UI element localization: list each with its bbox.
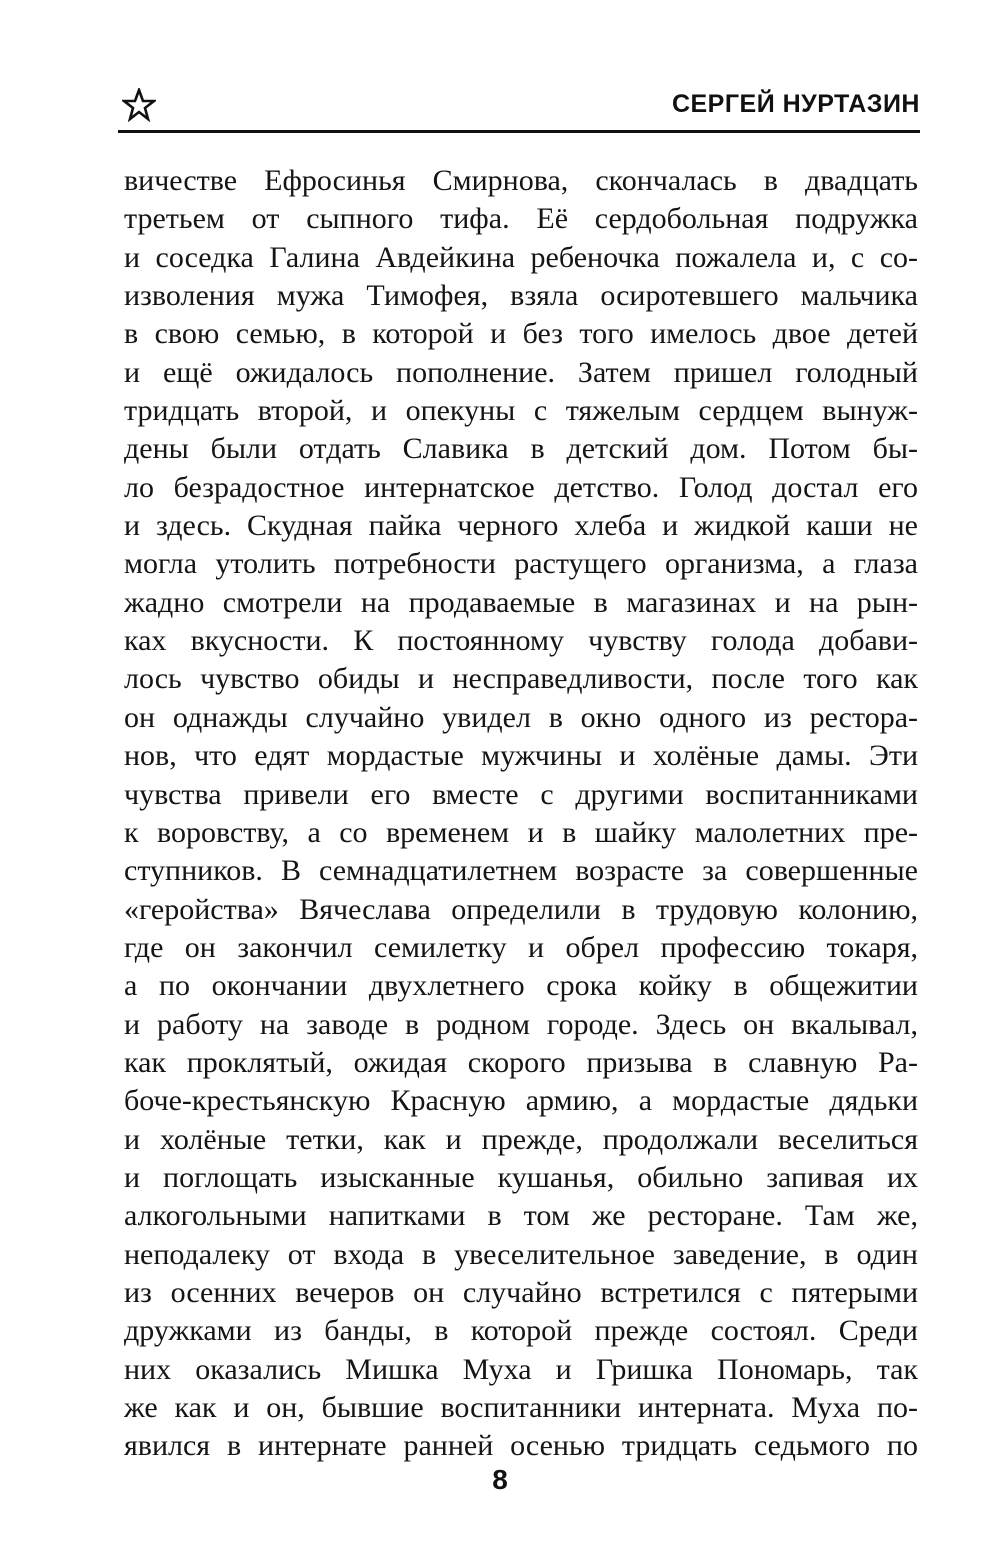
text-line: и работу на заводе в родном городе. Здесь он вкалывал, bbox=[124, 1007, 918, 1041]
text-line: и холёные тетки, как и прежде, продолжали веселиться bbox=[124, 1122, 918, 1156]
text-line: тридцать второй, и опекуны с тяжелым сердцем вынуж- bbox=[124, 394, 918, 428]
text-line: как проклятый, ожидая скорого призыва в славную Ра- bbox=[124, 1045, 918, 1079]
text-line: он однажды случайно увидел в окно одного из рестора- bbox=[124, 700, 918, 734]
page-number: 8 bbox=[492, 1464, 508, 1495]
text-line: третьем от сыпного тифа. Её сердобольная подружка bbox=[124, 202, 918, 236]
header-rule bbox=[118, 130, 920, 133]
text-line: ках вкусности. К постоянному чувству голода добави- bbox=[124, 624, 918, 658]
text-line: же как и он, бывшие воспитанники интерната. Муха по- bbox=[124, 1391, 918, 1424]
text-line: чувства привели его вместе с другими воспитанниками bbox=[124, 777, 918, 811]
text-line: дены были отдать Славика в детский дом. Потом бы- bbox=[124, 432, 918, 466]
text-line: к воровству, а со временем и в шайку малолетних пре- bbox=[124, 815, 918, 849]
page-header bbox=[118, 84, 920, 130]
text-line: и соседка Галина Авдейкина ребеночка пожалела и, с со- bbox=[124, 240, 918, 274]
text-line: алкогольными напитками в том же ресторане. Там же, bbox=[124, 1199, 918, 1233]
star-outline-icon bbox=[122, 88, 156, 122]
text-line: «геройства» Вячеслава определили в трудовую колонию, bbox=[124, 892, 918, 926]
running-head-author: СЕРГЕЙ НУРТАЗИН bbox=[671, 90, 920, 118]
text-line: изволения мужа Тимофея, взяла осиротевшего мальчика bbox=[124, 279, 918, 313]
text-line: лось чувство обиды и несправедливости, после того как bbox=[124, 662, 918, 696]
text-line: неподалеку от входа в увеселительное заведение, в один bbox=[124, 1237, 918, 1271]
text-line: могла утолить потребности растущего организма, а глаза bbox=[124, 547, 918, 581]
text-line: вичестве Ефросинья Смирнова, скончалась в двадцать bbox=[124, 164, 918, 197]
text-line: из осенних вечеров он случайно встретился с пятерыми bbox=[124, 1275, 918, 1309]
text-line: и здесь. Скудная пайка черного хлеба и жидкой каши не bbox=[124, 509, 918, 543]
text-line: в свою семью, в которой и без того имелось двое детей bbox=[124, 317, 918, 351]
body-text bbox=[124, 162, 918, 1466]
text-line: ло безрадостное интернатское детство. Голод достал его bbox=[124, 470, 918, 504]
text-line: и ещё ожидалось пополнение. Затем пришел голодный bbox=[124, 355, 918, 389]
text-line: дружками из банды, в которой прежде состоял. Среди bbox=[124, 1314, 918, 1348]
text-line: нов, что едят мордастые мужчины и холёные дамы. Эти bbox=[124, 739, 918, 773]
text-line: и поглощать изысканные кушанья, обильно запивая их bbox=[124, 1160, 918, 1194]
text-line: а по окончании двухлетнего срока койку в общежитии bbox=[124, 969, 918, 1003]
text-line: где он закончил семилетку и обрел профессию токаря, bbox=[124, 930, 918, 964]
text-line: боче-крестьянскую Красную армию, а мордастые дядьки bbox=[124, 1084, 918, 1118]
text-line: жадно смотрели на продаваемые в магазинах и на рын- bbox=[124, 585, 918, 619]
text-line: явился в интернате ранней осенью тридцать седьмого по bbox=[124, 1429, 918, 1463]
text-line: них оказались Мишка Муха и Гришка Пономарь, так bbox=[124, 1352, 918, 1386]
text-line: ступников. В семнадцатилетнем возрасте за совершенные bbox=[124, 854, 918, 888]
